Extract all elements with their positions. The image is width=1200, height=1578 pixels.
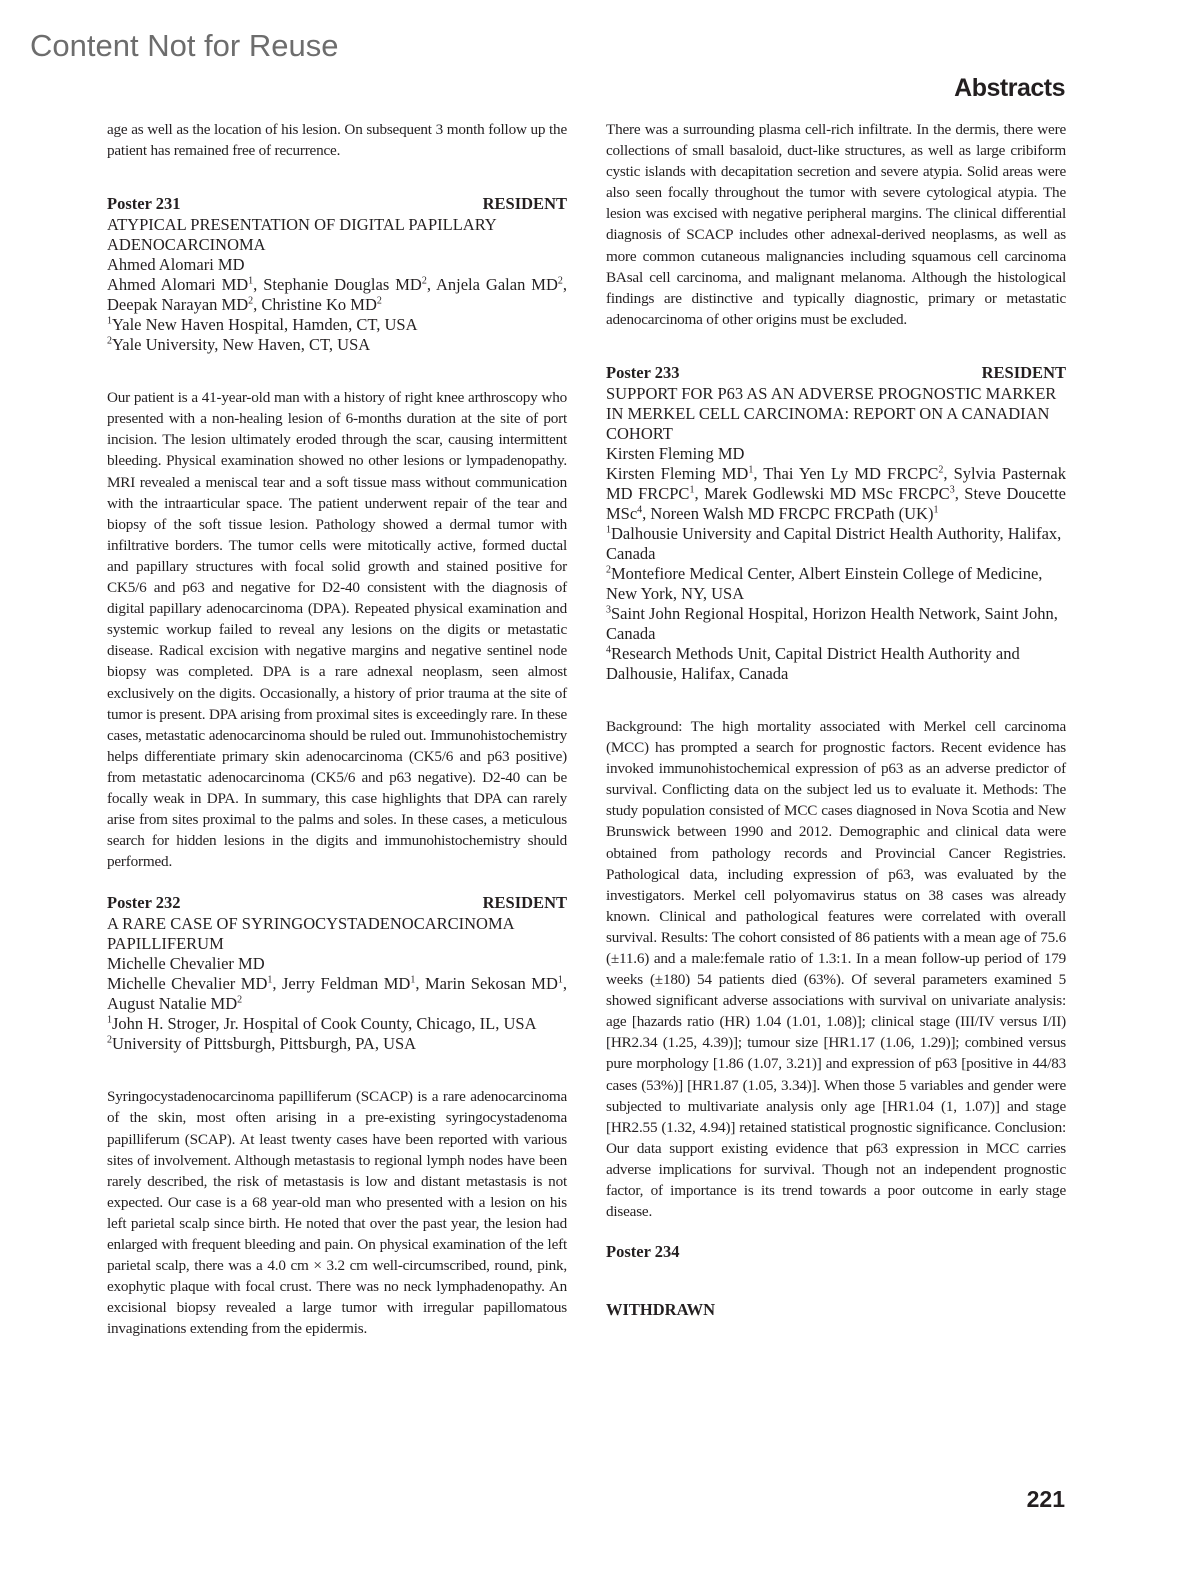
presenter: Michelle Chevalier MD <box>107 954 265 974</box>
presenter: Kirsten Fleming MD <box>606 443 745 463</box>
poster-number: Poster 234 <box>606 1242 680 1262</box>
poster-header <box>107 193 567 215</box>
affiliation: $^2$Yale University, New Haven, CT, USA <box>107 335 371 355</box>
affiliation: $^1$Dalhousie University and Capital District Health Authority, Halifax, Canada <box>606 523 1062 563</box>
poster-number: Poster 231 <box>107 194 181 214</box>
abstract-body: Our patient is a 41-year-old man with a history of right knee arthroscopy who presented with a non-healing lesion of 6-months duration at the site of port incision. The lesion ultimately eroded through the scar, causing intermittent bleeding. Physical examination showed no other lesions or lympadenopathy. MRI revealed a meniscal tear and a soft tissue mass without communication with the intraarticular space. The patient underwent repair of the tear and biopsy of the soft tissue lesion. Pathology showed a dermal tumor with infiltrative borders. The tumor cells were mitotically active, formed ductal and papillary structures with focal solid growth and stained positive for CK5/6 and p63 and negative for D2-40 consistent with the diagnosis of digital papillary adenocarcinoma (DPA). Repeated physical examination and systemic workup failed to reveal any lesions on the digits or metastatic disease. Radical excision with negative margins and negative sentinel node biopsy was completed. DPA is a rare adnexal neoplasm, seen almost exclusively on the digits. Occasionally, a history of prior trauma at the site of tumor is present. DPA arising from proximal sites is exceedingly rare. In these cases, metastatic adenocarcinoma should be ruled out. Immunohistochemistry helps differentiate primary skin adenocarcinoma (CK5/6 and p63 positive) from metastatic adenocarcinoma (CK5/6 and p63 negative). D2-40 can be focally weak in DPA. In summary, this case highlights that DPA can rarely arise from sites proximal to the palms and soles. In these cases, a meticulous search for hidden lesions in the digits and immunohistochemistry should performed. <box>107 389 567 871</box>
page-number: 221 <box>1026 1486 1065 1512</box>
abstract-body: Syringocystadenocarcinoma papilliferum (SCACP) is a rare adenocarcinoma of the skin, most often arising in a pre-existing syringocystadenoma papilliferum (SCAP). At least twenty cases have been reported with various sites of involvement. Although metastasis to regional lymph nodes have been rarely described, the risk of metastasis is low and distant metastasis is not expected. Our case is a 68 year-old man who presented with a lesion on his left parietal scalp since birth. He noted that over the past year, the lesion had enlarged with frequent bleeding and pain. On physical examination of the left parietal scalp, there was a 4.0 cm × 3.2 cm well-circumscribed, round, pink, exophytic plaque with focal crust. There was no neck lymphadenopathy. An excisional biopsy revealed a large tumor with irregular papillomatous invaginations extending from the epidermis. <box>107 1088 567 1338</box>
section-header: Abstracts <box>954 74 1065 102</box>
poster-number: Poster 233 <box>606 362 680 382</box>
poster-header <box>606 362 1066 384</box>
poster-231 <box>107 193 567 872</box>
poster-234 <box>606 1242 1066 1320</box>
affiliation: $^4$Research Methods Unit, Capital District Health Authority and Dalhousie, Halifax, Canada <box>606 643 1020 683</box>
poster-title: ATYPICAL PRESENTATION OF DIGITAL PAPILLARY ADENOCARCINOMA <box>107 215 497 255</box>
abstract-body: Background: The high mortality associated with Merkel cell carcinoma (MCC) has prompted a search for prognostic factors. Recent evidence has invoked immunohistochemical expression of p63 as an adverse predictor of survival. Conflicting data on the subject led us to evaluate it. Methods: The study population consisted of MCC cases diagnosed in Nova Scotia and New Brunswick between 1990 and 2012. Demographic and clinical data were obtained from pathology records and Provincial Cancer Registries. Pathological data, including expression of p63, was evaluated by the investigators. Merkel cell polyomavirus status on 38 cases was already known. Clinical and pathological features were correlated with overall survival. Results: The cohort consisted of 86 patients with a mean age of 75.6 (±11.6) and a male:female ratio of 1.3:1. In a mean follow-up period of 179 weeks (±180) 54 patients died (63%). Of several parameters examined 5 showed significant adverse associations with survival on univariate analysis: age [hazards ratio (HR) 1.04 (1.01, 1.08)]; clinical stage (III/IV versus I/II) [HR2.34 (1.25, 4.39)]; tumour size [HR1.17 (1.06, 1.29)]; combined versus pure morphology [1.86 (1.07, 3.21)] and expression of p63 [positive in 44/83 cases (53%)] [HR1.87 (1.05, 3.34)]. When those 5 variables and gender were subjected to multivariate analysis only age [HR1.04 (1, 1.07)] and stage [HR2.55 (1.32, 4.94)] retained statistical prognostic significance. Conclusion: Our data support existing evidence that p63 expression in MCC carries adverse implications for survival. Though not an independent prognostic factor, of importance is its trend towards a poor outcome in early stage disease. <box>606 717 1066 1221</box>
withdrawn-status: WITHDRAWN <box>606 1300 716 1320</box>
poster-title: SUPPORT FOR P63 AS AN ADVERSE PROGNOSTIC MARKER IN MERKEL CELL CARCINOMA: REPORT ON A CANADIAN COHORT <box>606 383 1057 443</box>
author-list: Kirsten Fleming $MD^1$, Thai Yen Ly MD FRCPC$^2$, Sylvia Pasternak MD FRCPC$^1$, Marek Godlewski MD MSc FRCPC$^3$, Steve Doucette MSc$^4$, Noreen Walsh MD FRCPC FRCPath (UK)$^1$ <box>606 463 1066 523</box>
abstract-body-continued: There was a surrounding plasma cell-rich infiltrate. In the dermis, there were collections of small basaloid, duct-like structures, as well as large cribiform cystic islands with decapitation secretion and severe atypia. Solid areas were also seen focally throughout the tumor with severe cytological atypia. The lesion was excised with negative peripheral margins. The clinical differential diagnosis of SCACP includes other adnexal-derived neoplasms, as well as more common cutaneous malignancies including squamous cell carcinoma BAsal cell carcinoma, and malignant melanoma. Although the histological findings are distinctive and typically diagnostic, primary or metastatic adenocarcinoma of other origins must be excluded. <box>606 121 1066 328</box>
watermark: Content Not for Reuse <box>30 28 339 63</box>
poster-header <box>107 892 567 914</box>
poster-title: A RARE CASE OF SYRINGOCYSTADENOCARCINOMA PAPILLIFERUM <box>107 914 514 954</box>
presenter: Ahmed Alomari MD <box>107 255 245 275</box>
affiliation: $^1$John H. Stroger, Jr. Hospital of Cook County, Chicago, IL, USA <box>107 1014 537 1034</box>
poster-233 <box>606 362 1066 1222</box>
right-column <box>606 119 1066 1320</box>
resident-tag: RESIDENT <box>482 893 567 913</box>
affiliation: $^2$Montefiore Medical Center, Albert Einstein College of Medicine, New York, NY, USA <box>606 563 1043 603</box>
affiliation: $^1$Yale New Haven Hospital, Hamden, CT, USA <box>107 315 418 335</box>
resident-tag: RESIDENT <box>981 362 1066 382</box>
poster-number: Poster 232 <box>107 893 181 913</box>
resident-tag: RESIDENT <box>482 194 567 214</box>
continued-text: age as well as the location of his lesion. On subsequent 3 month follow up the patient has remained free of recurrence. <box>107 121 567 160</box>
author-list: Ahmed Alomari $MD^1$, Stephanie Douglas $MD^2$, Anjela Galan $MD^2$, Deepak Narayan $MD^2$, Christine Ko $MD^2$ <box>107 275 567 315</box>
affiliation: $^3$Saint John Regional Hospital, Horizon Health Network, Saint John, Canada <box>606 603 1058 643</box>
poster-232 <box>107 892 567 1339</box>
author-list: Michelle Chevalier $MD^1$, Jerry Feldman $MD^1$, Marin Sekosan $MD^1$, August Natalie $MD^2$ <box>107 974 567 1014</box>
affiliation: $^2$University of Pittsburgh, Pittsburgh, PA, USA <box>107 1034 417 1054</box>
left-column <box>107 119 567 1339</box>
